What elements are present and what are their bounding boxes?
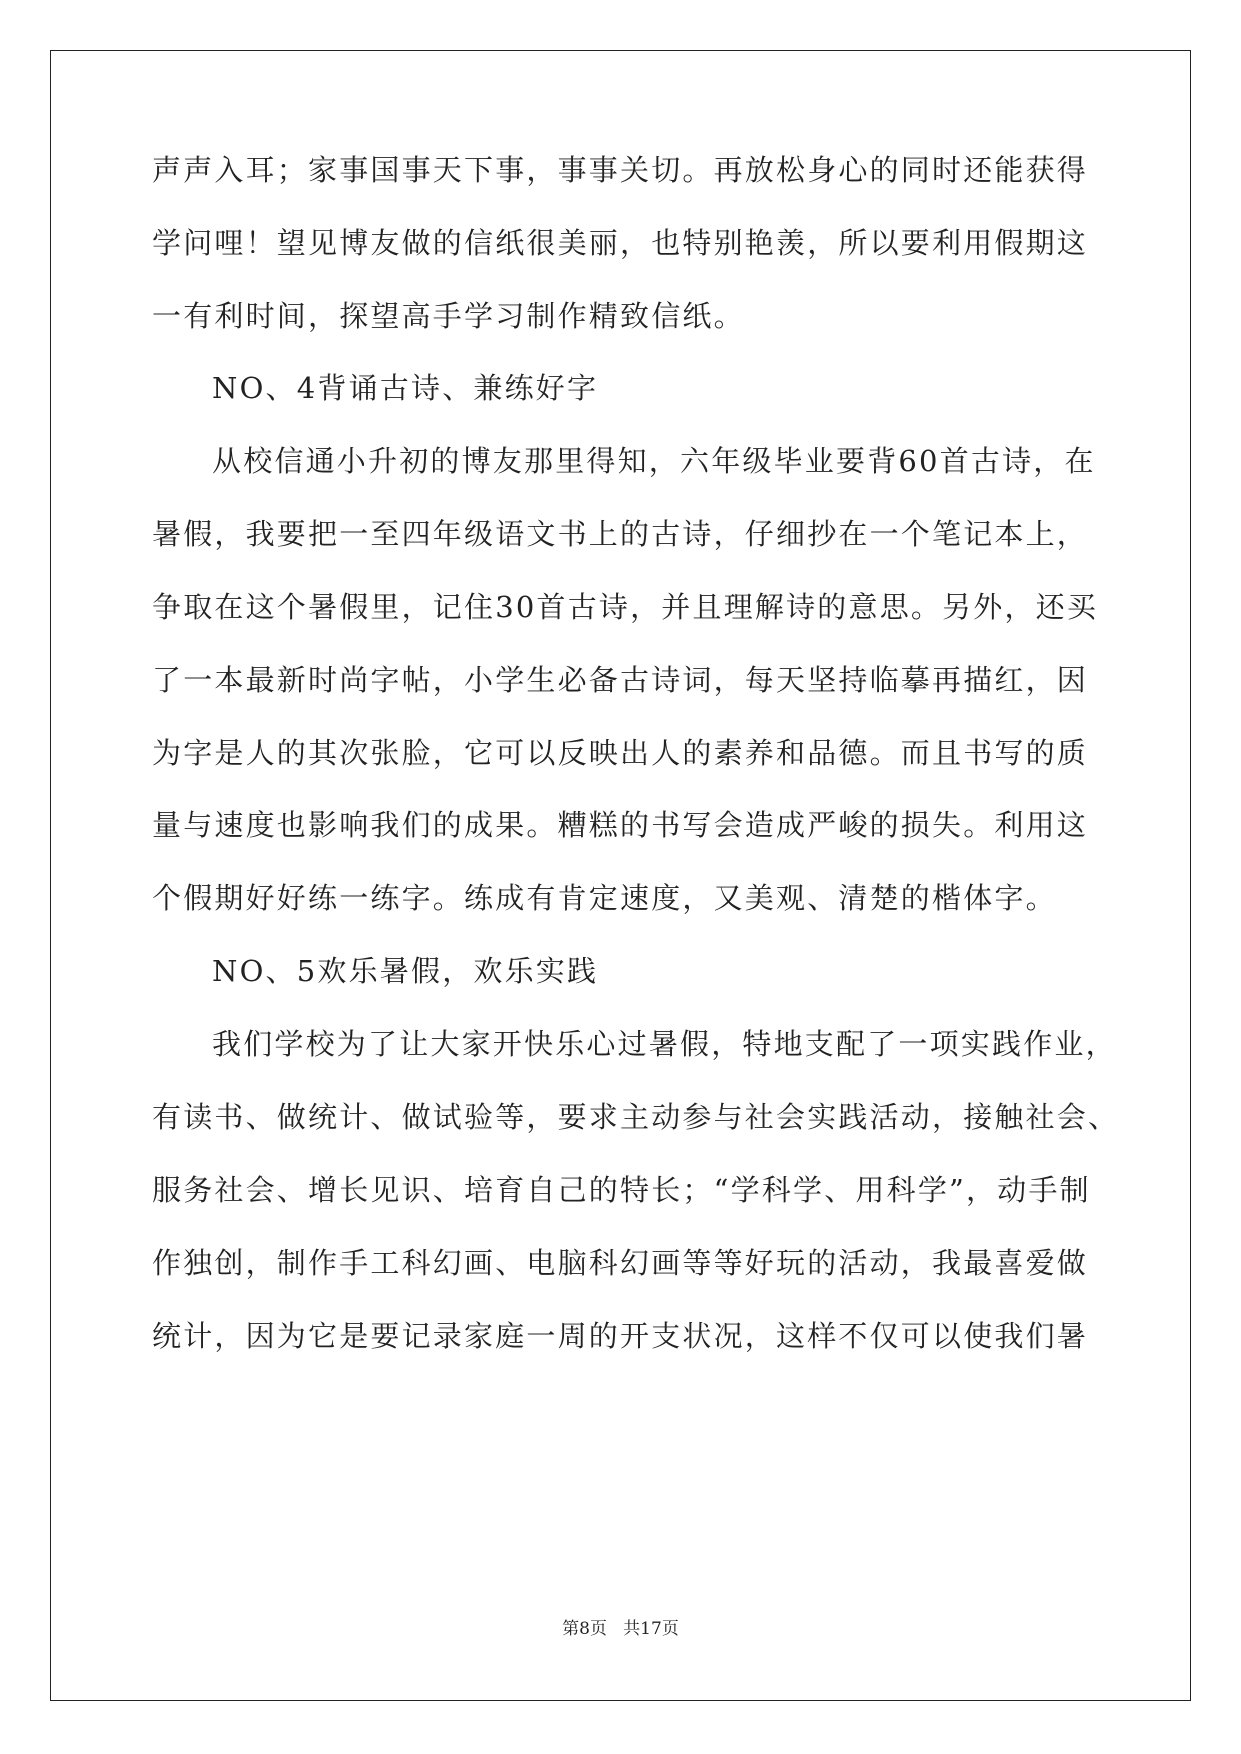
- body-text-line: 有读书、做统计、做试验等，要求主动参与社会实践活动，接触社会、: [152, 1100, 1120, 1134]
- body-text-line: 为字是人的其次张脸，它可以反映出人的素养和品德。而且书写的质: [152, 736, 1089, 770]
- paragraph-first-line: 我们学校为了让大家开快乐心过暑假，特地支配了一项实践作业，: [212, 1027, 1117, 1061]
- body-text-line: 了一本最新时尚字帖，小学生必备古诗词，每天坚持临摹再描红，因: [152, 663, 1089, 697]
- body-text-line: 作独创，制作手工科幻画、电脑科幻画等等好玩的活动，我最喜爱做: [152, 1246, 1089, 1280]
- section-heading: NO、5欢乐暑假，欢乐实践: [212, 954, 599, 988]
- body-text-line: 学问哩！望见博友做的信纸很美丽，也特别艳羡，所以要利用假期这: [152, 226, 1089, 260]
- body-text-line: 量与速度也影响我们的成果。糟糕的书写会造成严峻的损失。利用这: [152, 808, 1089, 842]
- section-heading: NO、4背诵古诗、兼练好字: [212, 371, 599, 405]
- body-text-line: 暑假，我要把一至四年级语文书上的古诗，仔细抄在一个笔记本上，: [152, 517, 1089, 551]
- body-text-line: 个假期好好练一练字。练成有肯定速度，又美观、清楚的楷体字。: [152, 881, 1057, 915]
- body-text-line: 声声入耳；家事国事天下事，事事关切。再放松身心的同时还能获得: [152, 153, 1089, 187]
- page-number-footer: 第8页 共17页: [562, 1619, 679, 1639]
- body-text-line: 争取在这个暑假里，记住30首古诗，并且理解诗的意思。另外，还买: [152, 590, 1099, 624]
- body-text-line: 统计，因为它是要记录家庭一周的开支状况，这样不仅可以使我们暑: [152, 1319, 1089, 1353]
- body-text-line: 一有利时间，探望高手学习制作精致信纸。: [152, 299, 745, 333]
- paragraph-first-line: 从校信通小升初的博友那里得知，六年级毕业要背60首古诗，在: [212, 444, 1096, 478]
- body-text-line: 服务社会、增长见识、培育自己的特长；“学科学、用科学”，动手制: [152, 1173, 1091, 1207]
